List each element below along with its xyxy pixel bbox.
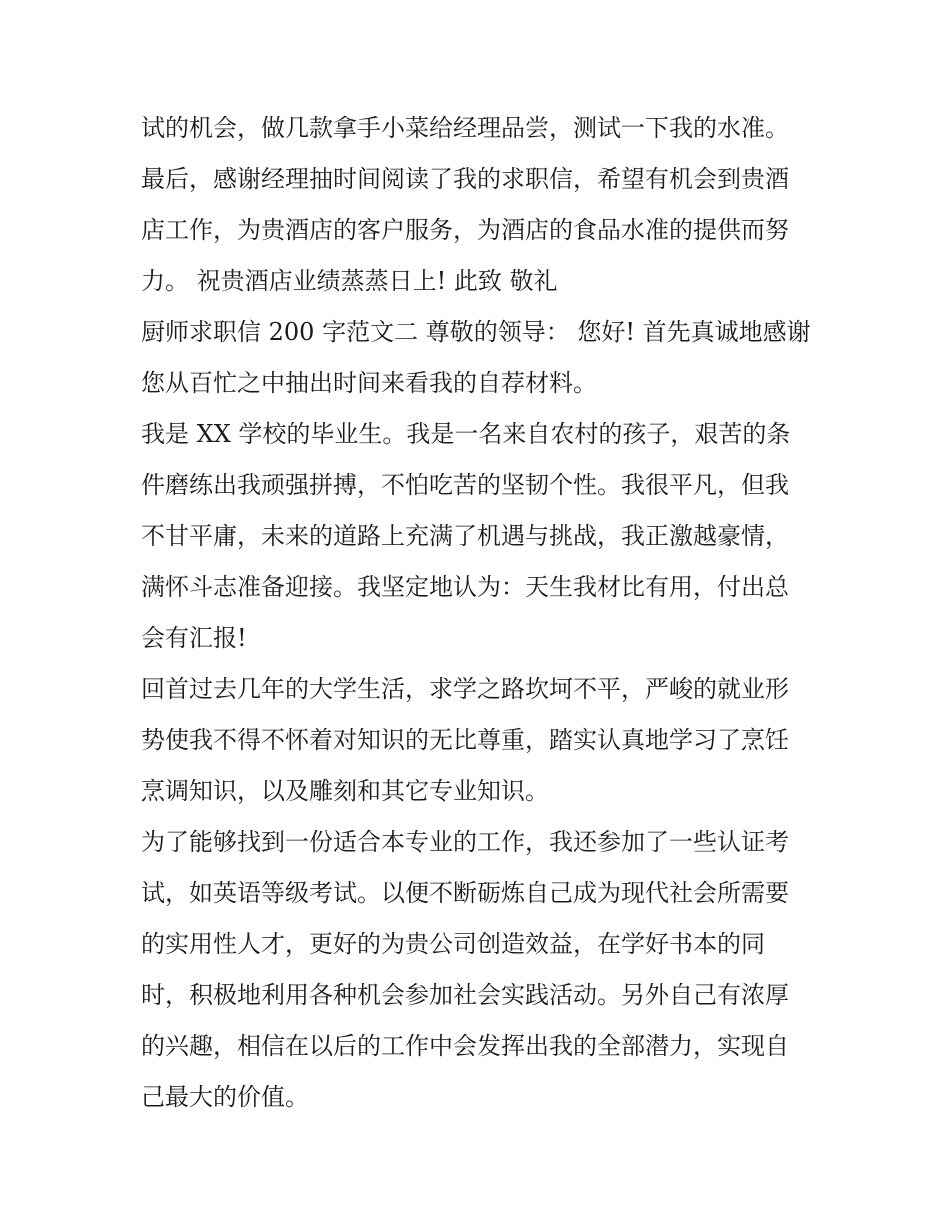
text-line: 试，如英语等级考试。以便不断砺炼自己成为现代社会所需要 [141, 879, 789, 907]
text-line: 店工作，为贵酒店的客户服务，为酒店的食品水准的提供而努 [141, 216, 789, 244]
text-line: 件磨练出我顽强拼搏，不怕吃苦的坚韧个性。我很平凡，但我 [141, 471, 789, 499]
text-line: 我是 XX 学校的毕业生。我是一名来自农村的孩子，艰苦的条 [141, 420, 791, 448]
text-line: 力。 祝贵酒店业绩蒸蒸日上! 此致 敬礼 [141, 267, 558, 295]
text-line: 您从百忙之中抽出时间来看我的自荐材料。 [141, 369, 597, 397]
text-line: 会有汇报! [141, 624, 247, 652]
text-line: 己最大的价值。 [141, 1083, 309, 1111]
text-line: 为了能够找到一份适合本专业的工作，我还参加了一些认证考 [141, 828, 789, 856]
text-line: 的实用性人才，更好的为贵公司创造效益，在学好书本的同 [141, 930, 765, 958]
text-line: 最后，感谢经理抽时间阅读了我的求职信，希望有机会到贵酒 [141, 165, 789, 193]
letter-body [141, 103, 821, 1123]
text-line: 厨师求职信 200 字范文二 尊敬的领导： 您好! 首先真诚地感谢 [141, 318, 811, 346]
text-line: 试的机会，做几款拿手小菜给经理品尝，测试一下我的水准。 [141, 114, 789, 142]
text-line: 势使我不得不怀着对知识的无比尊重，踏实认真地学习了烹饪 [141, 726, 789, 754]
text-line: 时，积极地利用各种机会参加社会实践活动。另外自己有浓厚 [141, 981, 789, 1009]
text-line: 的兴趣，相信在以后的工作中会发挥出我的全部潜力，实现自 [141, 1032, 789, 1060]
text-line: 回首过去几年的大学生活，求学之路坎坷不平，严峻的就业形 [141, 675, 789, 703]
text-line: 不甘平庸，未来的道路上充满了机遇与挑战，我正激越豪情， [141, 522, 789, 550]
text-line: 烹调知识，以及雕刻和其它专业知识。 [141, 777, 549, 805]
text-line: 满怀斗志准备迎接。我坚定地认为：天生我材比有用，付出总 [141, 573, 789, 601]
